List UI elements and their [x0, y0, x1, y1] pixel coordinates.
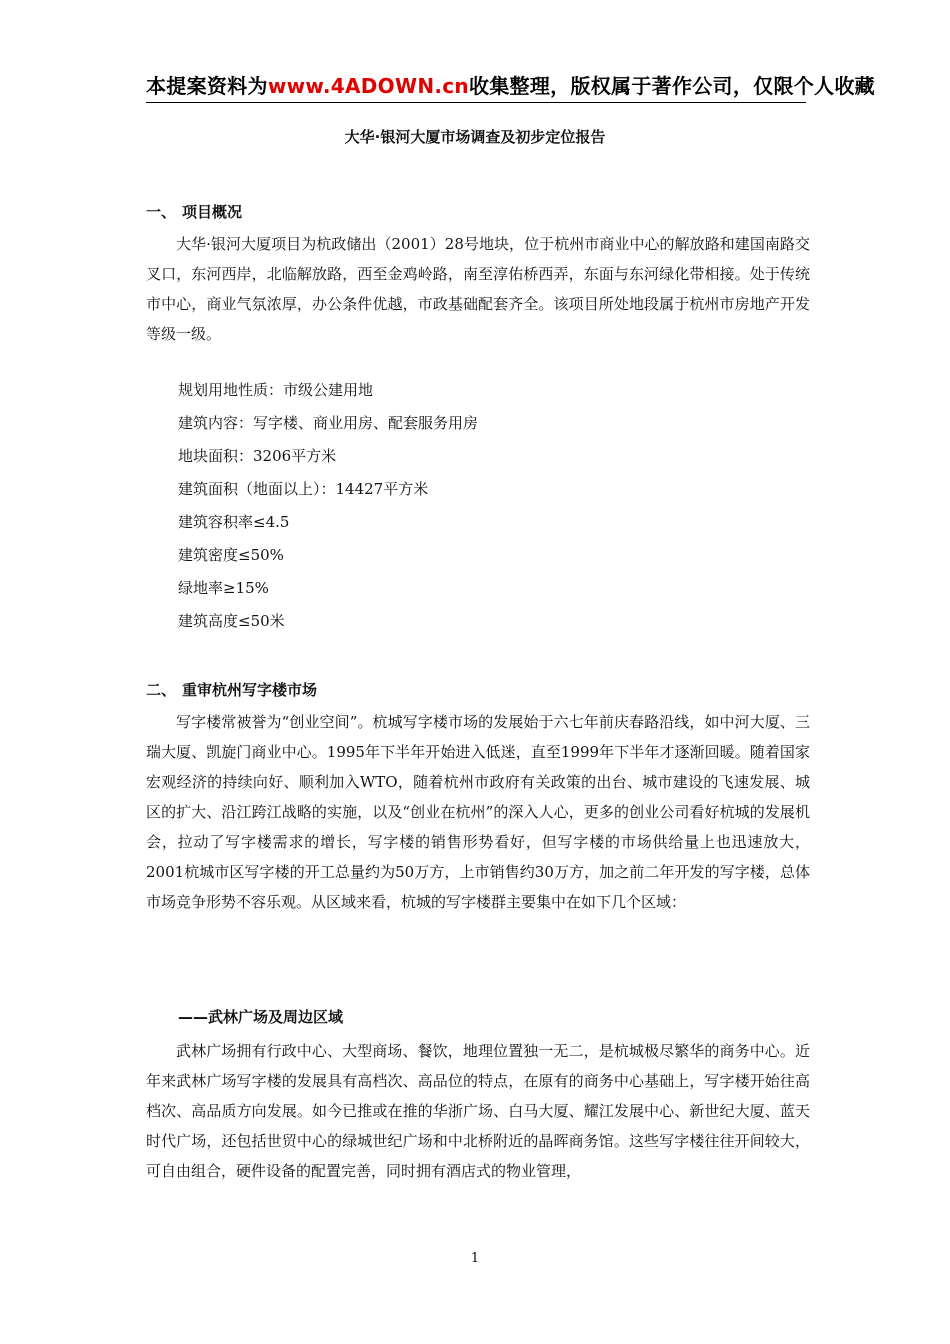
section-2-heading — [146, 679, 317, 701]
section-1-paragraph: 大华·银河大厦项目为杭政储出（2001）28号地块，位于杭州市商业中心的解放路和建国南路交叉口，东河西岸，北临解放路，西至金鸡岭路，南至淳佑桥西弄，东面与东河绿化带相接。处于传统市中心，商业气氛浓厚，办公条件优越，市政基础配套齐全。该项目所处地段属于杭州市房地产开发等级一级。 — [146, 235, 810, 343]
section-1-title: 项目概况 — [182, 203, 243, 221]
section-2-paragraph: 写字楼常被誉为“创业空间”。杭城写字楼市场的发展始于六七年前庆春路沿线，如中河大厦、三瑞大厦、凯旋门商业中心。1995年下半年开始进入低迷，直至1999年下半年才逐渐回暖。随着国家宏观经济的持续向好、顺利加入WTO，随着杭州市政府有关政策的出台、城市建设的飞速发展、城区的扩大、沿江跨江战略的实施，以及“创业在杭州”的深入人心，更多的创业公司看好杭城的发展机会，拉动了写字楼需求的增长，写字楼的销售形势看好，但写字楼的市场供给量上也迅速放大，2001杭城市区写字楼的开工总量约为50万方，上市销售约30万方，加之前二年开发的写字楼，总体市场竞争形势不容乐观。从区域来看，杭城的写字楼群主要集中在如下几个区域： — [146, 713, 810, 911]
spec-land-use: 规划用地性质：市级公建用地 — [178, 381, 374, 399]
banner-url: www.4ADOWN.cn — [267, 74, 469, 98]
spec-building-content: 建筑内容：写字楼、商业用房、配套服务用房 — [178, 414, 479, 432]
document-title: 大华·银河大厦市场调查及初步定位报告 — [344, 128, 606, 146]
section-2-number: 二、 — [146, 681, 177, 699]
spec-green-ratio: 绿地率≥15% — [178, 579, 269, 597]
banner-underline — [146, 102, 806, 103]
spec-building-density: 建筑密度≤50% — [178, 546, 284, 564]
banner-suffix: 收集整理，版权属于著作公司，仅限个人收藏 — [468, 74, 875, 98]
spec-floor-area: 建筑面积（地面以上）：14427平方米 — [178, 480, 429, 498]
watermark-banner — [146, 70, 950, 102]
section-1-number: 一、 — [146, 203, 177, 221]
spec-plot-area: 地块面积：3206平方米 — [178, 447, 337, 465]
section-1-heading — [146, 201, 242, 223]
banner-prefix: 本提案资料为 — [146, 74, 268, 98]
page-number: 1 — [470, 1251, 480, 1266]
subsection-paragraph: 武林广场拥有行政中心、大型商场、餐饮，地理位置独一无二，是杭城极尽繁华的商务中心。近年来武林广场写字楼的发展具有高档次、高品位的特点，在原有的商务中心基础上，写字楼开始往高档次、高品质方向发展。如今已推或在推的华浙广场、白马大厦、耀江发展中心、新世纪大厦、蓝天时代广场，还包括世贸中心的绿城世纪广场和中北桥附近的晶晖商务馆。这些写字楼往往开间较大，可自由组合，硬件设备的配置完善，同时拥有酒店式的物业管理， — [146, 1042, 810, 1180]
subsection-heading: ——武林广场及周边区域 — [178, 1008, 344, 1026]
section-2-title: 重审杭州写字楼市场 — [182, 681, 318, 699]
spec-building-height: 建筑高度≤50米 — [178, 612, 285, 630]
spec-plot-ratio: 建筑容积率≤4.5 — [178, 513, 290, 531]
